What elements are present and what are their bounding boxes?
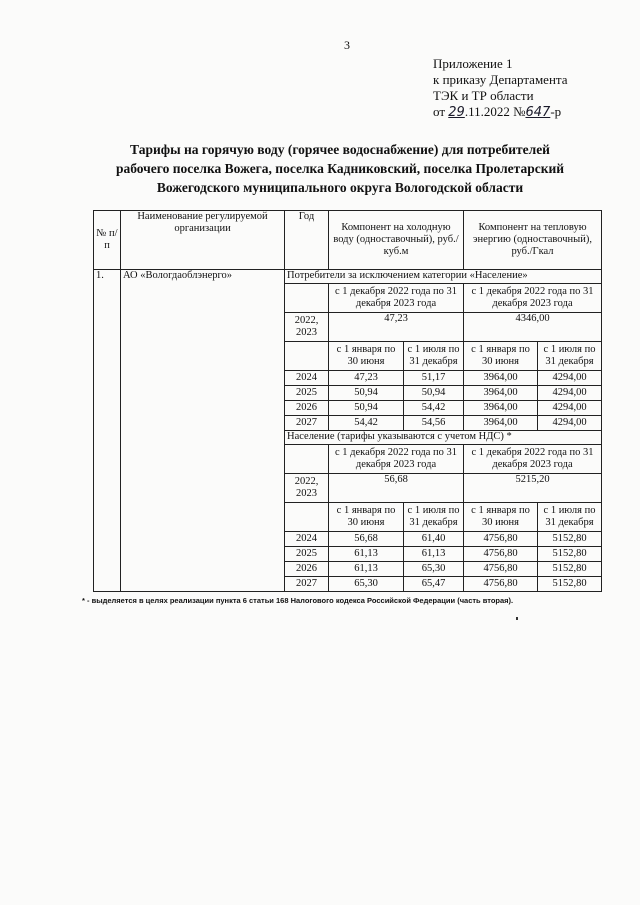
annex-date-line	[433, 104, 568, 121]
cold-h2-value: 50,94	[404, 386, 464, 401]
cold-annual: 47,23	[329, 313, 464, 342]
header-org: Наименование регулируемой организации	[121, 211, 285, 270]
year-cell: 2024	[285, 371, 329, 386]
cold-h2-value: 54,56	[404, 416, 464, 431]
header-heat: Компонент на тепловую энергию (одноставочный), руб./Гкал	[464, 211, 602, 270]
header-num: № п/п	[94, 211, 121, 270]
heat-h2-value: 4294,00	[538, 371, 602, 386]
heat-h2-value: 4294,00	[538, 401, 602, 416]
header-cold: Компонент на холодную воду (одноставочный), руб./куб.м	[329, 211, 464, 270]
heat-annual: 4346,00	[464, 313, 602, 342]
row-number: 1.	[94, 270, 121, 592]
heat-h2-value: 4294,00	[538, 386, 602, 401]
heat-h1-value: 3964,00	[464, 416, 538, 431]
heat-h2-value: 5152,80	[538, 577, 602, 592]
heat-h1-value: 3964,00	[464, 401, 538, 416]
annex-from: от	[433, 104, 446, 119]
cold-h1-value: 61,13	[329, 547, 404, 562]
handwritten-number: 647	[525, 105, 551, 120]
heat-h1-value: 4756,80	[464, 577, 538, 592]
cold-annual: 56,68	[329, 474, 464, 503]
title-line-1: Тарифы на горячую воду (горячее водоснабжение) для потребителей	[130, 142, 550, 157]
years-cell: 2022, 2023	[285, 474, 329, 503]
empty-cell	[285, 342, 329, 371]
cold-h1-value: 56,68	[329, 532, 404, 547]
annex-line-2: к приказу Департамента	[433, 72, 568, 87]
group-label-row	[94, 270, 602, 284]
heat-annual: 5215,20	[464, 474, 602, 503]
heat-h1-value: 4756,80	[464, 562, 538, 577]
scan-speck	[516, 617, 518, 620]
cold-h2-value: 54,42	[404, 401, 464, 416]
period-heat: с 1 декабря 2022 года по 31 декабря 2023 года	[464, 445, 602, 474]
cold-h1-value: 61,13	[329, 562, 404, 577]
annex-suffix: -р	[550, 104, 562, 119]
heat-h1-header: с 1 января по 30 июня	[464, 503, 538, 532]
document-title	[70, 140, 610, 197]
heat-h2-value: 4294,00	[538, 416, 602, 431]
year-cell: 2025	[285, 547, 329, 562]
title-line-2: рабочего поселка Вожега, поселка Кадниковский, поселка Пролетарский	[115, 161, 565, 176]
heat-h2-value: 5152,80	[538, 547, 602, 562]
footnote: * - выделяется в целях реализации пункта 6 статьи 168 Налогового кодекса Российской Федерации (часть вторая).	[82, 596, 514, 605]
header-year: Год	[285, 211, 329, 270]
empty-cell	[285, 284, 329, 313]
cold-h2-header: с 1 июля по 31 декабря	[404, 503, 464, 532]
heat-h2-value: 5152,80	[538, 562, 602, 577]
empty-cell	[285, 503, 329, 532]
cold-h1-value: 47,23	[329, 371, 404, 386]
table-body	[94, 270, 602, 592]
cold-h1-value: 50,94	[329, 401, 404, 416]
cold-h2-value: 51,17	[404, 371, 464, 386]
table-header-row	[94, 211, 602, 270]
heat-h2-value: 5152,80	[538, 532, 602, 547]
cold-h1-header: с 1 января по 30 июня	[329, 342, 404, 371]
title-line-3: Вожегодского муниципального округа Вологодской области	[156, 180, 524, 195]
heat-h1-value: 4756,80	[464, 547, 538, 562]
cold-h2-value: 65,30	[404, 562, 464, 577]
heat-h2-header: с 1 июля по 31 декабря	[538, 503, 602, 532]
heat-h1-value: 4756,80	[464, 532, 538, 547]
years-cell: 2022, 2023	[285, 313, 329, 342]
year-cell: 2026	[285, 562, 329, 577]
cold-h2-value: 65,47	[404, 577, 464, 592]
empty-cell	[285, 445, 329, 474]
group-label: Население (тарифы указываются с учетом НДС) *	[285, 431, 602, 445]
page-number: 3	[344, 38, 350, 52]
annex-date: .11.2022 №	[464, 104, 526, 119]
group-label: Потребители за исключением категории «Население»	[285, 270, 602, 284]
annex-line-3: ТЭК и ТР области	[433, 88, 534, 103]
heat-h1-header: с 1 января по 30 июня	[464, 342, 538, 371]
year-cell: 2025	[285, 386, 329, 401]
cold-h1-header: с 1 января по 30 июня	[329, 503, 404, 532]
year-cell: 2027	[285, 416, 329, 431]
organization-name: АО «Вологдаоблэнерго»	[121, 270, 285, 592]
year-cell: 2024	[285, 532, 329, 547]
cold-h2-value: 61,40	[404, 532, 464, 547]
year-cell: 2027	[285, 577, 329, 592]
annex-block	[433, 56, 568, 121]
period-cold: с 1 декабря 2022 года по 31 декабря 2023 года	[329, 445, 464, 474]
handwritten-day: 29	[448, 105, 465, 120]
period-heat: с 1 декабря 2022 года по 31 декабря 2023 года	[464, 284, 602, 313]
cold-h2-value: 61,13	[404, 547, 464, 562]
annex-line-1: Приложение 1	[433, 56, 513, 71]
heat-h1-value: 3964,00	[464, 371, 538, 386]
cold-h2-header: с 1 июля по 31 декабря	[404, 342, 464, 371]
heat-h2-header: с 1 июля по 31 декабря	[538, 342, 602, 371]
cold-h1-value: 50,94	[329, 386, 404, 401]
period-cold: с 1 декабря 2022 года по 31 декабря 2023 года	[329, 284, 464, 313]
year-cell: 2026	[285, 401, 329, 416]
cold-h1-value: 65,30	[329, 577, 404, 592]
heat-h1-value: 3964,00	[464, 386, 538, 401]
tariff-table	[93, 210, 602, 592]
cold-h1-value: 54,42	[329, 416, 404, 431]
